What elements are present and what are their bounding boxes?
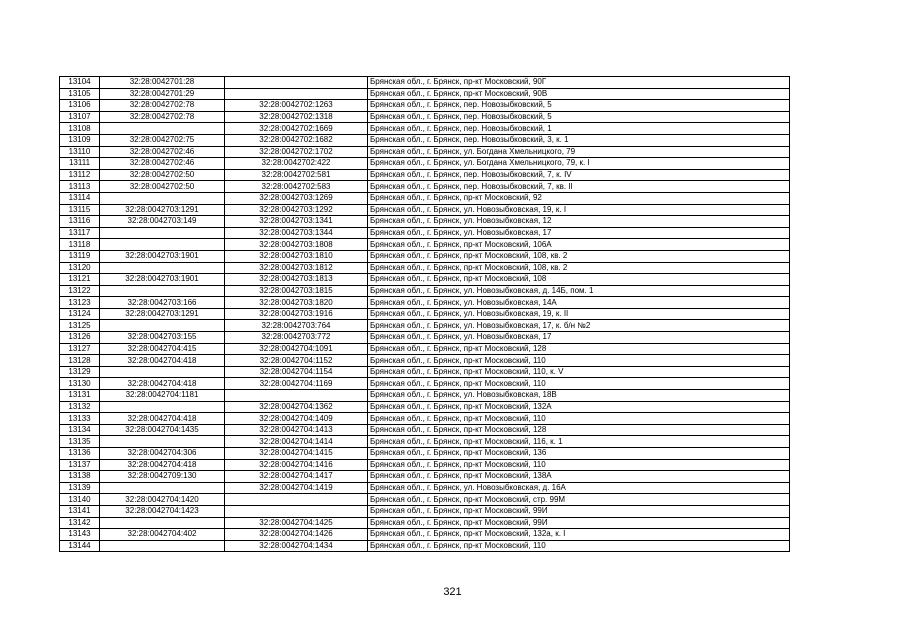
address-cell: Брянская обл., г. Брянск, пр-кт Московский, 128 (368, 343, 790, 355)
cadastral-number-secondary-cell: 32:28:0042704:1362 (225, 401, 368, 413)
cadastral-number-secondary-cell (225, 494, 368, 506)
cadastral-table (59, 76, 790, 552)
cadastral-number-primary-cell (100, 192, 225, 204)
address-cell: Брянская обл., г. Брянск, пр-кт Московский, 138А (368, 471, 790, 483)
cadastral-number-secondary-cell: 32:28:0042703:1292 (225, 204, 368, 216)
row-number-cell: 13111 (60, 158, 100, 170)
cadastral-number-secondary-cell: 32:28:0042702:583 (225, 181, 368, 193)
cadastral-number-primary-cell: 32:28:0042702:50 (100, 181, 225, 193)
row-number-cell: 13142 (60, 517, 100, 529)
address-cell: Брянская обл., г. Брянск, ул. Новозыбковская, 17 (368, 227, 790, 239)
cadastral-number-secondary-cell: 32:28:0042703:764 (225, 320, 368, 332)
row-number-cell: 13123 (60, 297, 100, 309)
address-cell: Брянская обл., г. Брянск, пр-кт Московский, 110, к. V (368, 366, 790, 378)
row-number-cell: 13137 (60, 459, 100, 471)
address-cell: Брянская обл., г. Брянск, пр-кт Московский, 92 (368, 192, 790, 204)
cadastral-number-secondary-cell: 32:28:0042703:1344 (225, 227, 368, 239)
address-cell: Брянская обл., г. Брянск, ул. Новозыбковская, 17 (368, 332, 790, 344)
cadastral-number-primary-cell (100, 285, 225, 297)
row-number-cell: 13122 (60, 285, 100, 297)
row-number-cell: 13106 (60, 100, 100, 112)
address-cell: Брянская обл., г. Брянск, ул. Новозыбковская, 12 (368, 216, 790, 228)
row-number-cell: 13117 (60, 227, 100, 239)
table-row (60, 401, 790, 413)
cadastral-number-primary-cell: 32:28:0042704:418 (100, 459, 225, 471)
table-row (60, 390, 790, 402)
row-number-cell: 13129 (60, 366, 100, 378)
cadastral-number-secondary-cell: 32:28:0042703:1810 (225, 250, 368, 262)
cadastral-number-secondary-cell: 32:28:0042704:1409 (225, 413, 368, 425)
cadastral-number-primary-cell: 32:28:0042702:46 (100, 146, 225, 158)
cadastral-number-primary-cell (100, 123, 225, 135)
cadastral-number-secondary-cell (225, 88, 368, 100)
table-row (60, 355, 790, 367)
address-cell: Брянская обл., г. Брянск, пр-кт Московский, 132А (368, 401, 790, 413)
cadastral-number-secondary-cell: 32:28:0042704:1434 (225, 540, 368, 552)
cadastral-number-primary-cell: 32:28:0042704:1181 (100, 390, 225, 402)
row-number-cell: 13112 (60, 169, 100, 181)
row-number-cell: 13113 (60, 181, 100, 193)
row-number-cell: 13143 (60, 529, 100, 541)
row-number-cell: 13138 (60, 471, 100, 483)
cadastral-number-secondary-cell (225, 505, 368, 517)
address-cell: Брянская обл., г. Брянск, пер. Новозыбковский, 5 (368, 111, 790, 123)
cadastral-number-primary-cell: 32:28:0042704:418 (100, 413, 225, 425)
cadastral-number-primary-cell: 32:28:0042709:130 (100, 471, 225, 483)
table-row (60, 366, 790, 378)
address-cell: Брянская обл., г. Брянск, пер. Новозыбковский, 7, к. IV (368, 169, 790, 181)
cadastral-number-primary-cell: 32:28:0042704:1435 (100, 424, 225, 436)
address-cell: Брянская обл., г. Брянск, ул. Новозыбковская, 19, к. I (368, 204, 790, 216)
row-number-cell: 13133 (60, 413, 100, 425)
cadastral-number-secondary-cell: 32:28:0042704:1413 (225, 424, 368, 436)
address-cell: Брянская обл., г. Брянск, ул. Богдана Хмельницкого, 79 (368, 146, 790, 158)
table-row (60, 123, 790, 135)
cadastral-number-secondary-cell: 32:28:0042703:1916 (225, 308, 368, 320)
address-cell: Брянская обл., г. Брянск, пр-кт Московский, 108, кв. 2 (368, 250, 790, 262)
cadastral-number-primary-cell: 32:28:0042703:1291 (100, 308, 225, 320)
row-number-cell: 13135 (60, 436, 100, 448)
cadastral-number-primary-cell (100, 227, 225, 239)
table-row (60, 343, 790, 355)
address-cell: Брянская обл., г. Брянск, пр-кт Московский, 110 (368, 378, 790, 390)
address-cell: Брянская обл., г. Брянск, пр-кт Московский, 90Г (368, 77, 790, 89)
cadastral-number-primary-cell: 32:28:0042703:1901 (100, 250, 225, 262)
cadastral-number-primary-cell: 32:28:0042703:166 (100, 297, 225, 309)
cadastral-number-primary-cell (100, 540, 225, 552)
table-row (60, 332, 790, 344)
table-row (60, 158, 790, 170)
row-number-cell: 13141 (60, 505, 100, 517)
cadastral-number-secondary-cell: 32:28:0042704:1417 (225, 471, 368, 483)
cadastral-number-primary-cell: 32:28:0042703:149 (100, 216, 225, 228)
address-cell: Брянская обл., г. Брянск, ул. Новозыбковская, д. 16А (368, 482, 790, 494)
cadastral-number-primary-cell: 32:28:0042703:1291 (100, 204, 225, 216)
cadastral-number-primary-cell: 32:28:0042704:1420 (100, 494, 225, 506)
cadastral-number-secondary-cell: 32:28:0042702:1318 (225, 111, 368, 123)
table-row (60, 274, 790, 286)
cadastral-number-primary-cell: 32:28:0042704:415 (100, 343, 225, 355)
row-number-cell: 13104 (60, 77, 100, 89)
row-number-cell: 13136 (60, 448, 100, 460)
address-cell: Брянская обл., г. Брянск, пр-кт Московский, 116, к. 1 (368, 436, 790, 448)
cadastral-number-primary-cell (100, 366, 225, 378)
address-cell: Брянская обл., г. Брянск, пер. Новозыбковский, 5 (368, 100, 790, 112)
table-row (60, 192, 790, 204)
cadastral-number-secondary-cell: 32:28:0042702:1682 (225, 134, 368, 146)
cadastral-number-primary-cell: 32:28:0042704:402 (100, 529, 225, 541)
cadastral-number-secondary-cell (225, 77, 368, 89)
row-number-cell: 13119 (60, 250, 100, 262)
cadastral-number-secondary-cell: 32:28:0042703:1269 (225, 192, 368, 204)
table-row (60, 517, 790, 529)
cadastral-number-primary-cell (100, 517, 225, 529)
cadastral-number-secondary-cell: 32:28:0042703:1808 (225, 239, 368, 251)
cadastral-number-secondary-cell: 32:28:0042703:1812 (225, 262, 368, 274)
table-row (60, 111, 790, 123)
address-cell: Брянская обл., г. Брянск, пр-кт Московский, 108 (368, 274, 790, 286)
cadastral-number-secondary-cell: 32:28:0042704:1419 (225, 482, 368, 494)
cadastral-number-secondary-cell: 32:28:0042704:1091 (225, 343, 368, 355)
address-cell: Брянская обл., г. Брянск, пр-кт Московский, 106А (368, 239, 790, 251)
row-number-cell: 13107 (60, 111, 100, 123)
cadastral-number-secondary-cell: 32:28:0042703:1815 (225, 285, 368, 297)
table-row (60, 250, 790, 262)
cadastral-number-secondary-cell: 32:28:0042704:1425 (225, 517, 368, 529)
address-cell: Брянская обл., г. Брянск, пр-кт Московский, 90В (368, 88, 790, 100)
cadastral-number-primary-cell: 32:28:0042704:418 (100, 355, 225, 367)
table-row (60, 88, 790, 100)
row-number-cell: 13121 (60, 274, 100, 286)
cadastral-table-body (60, 77, 790, 552)
cadastral-number-primary-cell (100, 239, 225, 251)
table-row (60, 459, 790, 471)
row-number-cell: 13115 (60, 204, 100, 216)
address-cell: Брянская обл., г. Брянск, пр-кт Московский, 132а, к. I (368, 529, 790, 541)
cadastral-number-primary-cell: 32:28:0042701:28 (100, 77, 225, 89)
table-row (60, 216, 790, 228)
row-number-cell: 13130 (60, 378, 100, 390)
cadastral-number-secondary-cell: 32:28:0042702:1702 (225, 146, 368, 158)
table-row (60, 169, 790, 181)
cadastral-number-primary-cell: 32:28:0042703:1901 (100, 274, 225, 286)
cadastral-number-secondary-cell: 32:28:0042703:1341 (225, 216, 368, 228)
row-number-cell: 13127 (60, 343, 100, 355)
table-row (60, 100, 790, 112)
table-row (60, 77, 790, 89)
address-cell: Брянская обл., г. Брянск, ул. Новозыбковская, д. 14Б, пом. 1 (368, 285, 790, 297)
cadastral-number-secondary-cell: 32:28:0042704:1169 (225, 378, 368, 390)
address-cell: Брянская обл., г. Брянск, пр-кт Московский, 110 (368, 459, 790, 471)
row-number-cell: 13109 (60, 134, 100, 146)
cadastral-number-primary-cell (100, 482, 225, 494)
cadastral-number-primary-cell (100, 320, 225, 332)
table-row (60, 494, 790, 506)
address-cell: Брянская обл., г. Брянск, пр-кт Московский, 136 (368, 448, 790, 460)
address-cell: Брянская обл., г. Брянск, ул. Новозыбковская, 19, к. II (368, 308, 790, 320)
table-row (60, 262, 790, 274)
address-cell: Брянская обл., г. Брянск, пр-кт Московский, 99И (368, 517, 790, 529)
address-cell: Брянская обл., г. Брянск, пр-кт Московский, 110 (368, 540, 790, 552)
table-row (60, 471, 790, 483)
cadastral-number-primary-cell: 32:28:0042702:46 (100, 158, 225, 170)
cadastral-number-primary-cell: 32:28:0042704:418 (100, 378, 225, 390)
cadastral-number-primary-cell: 32:28:0042702:78 (100, 111, 225, 123)
address-cell: Брянская обл., г. Брянск, ул. Новозыбковская, 18В (368, 390, 790, 402)
address-cell: Брянская обл., г. Брянск, пр-кт Московский, 128 (368, 424, 790, 436)
row-number-cell: 13126 (60, 332, 100, 344)
table-row (60, 448, 790, 460)
cadastral-number-secondary-cell: 32:28:0042702:422 (225, 158, 368, 170)
cadastral-number-secondary-cell: 32:28:0042703:772 (225, 332, 368, 344)
cadastral-number-secondary-cell: 32:28:0042704:1415 (225, 448, 368, 460)
cadastral-number-primary-cell: 32:28:0042703:155 (100, 332, 225, 344)
table-row (60, 181, 790, 193)
cadastral-number-primary-cell: 32:28:0042701:29 (100, 88, 225, 100)
row-number-cell: 13125 (60, 320, 100, 332)
cadastral-number-primary-cell: 32:28:0042702:78 (100, 100, 225, 112)
row-number-cell: 13140 (60, 494, 100, 506)
cadastral-number-secondary-cell: 32:28:0042702:1263 (225, 100, 368, 112)
table-row (60, 540, 790, 552)
table-row (60, 413, 790, 425)
table-row (60, 204, 790, 216)
cadastral-number-primary-cell: 32:28:0042702:75 (100, 134, 225, 146)
cadastral-number-primary-cell: 32:28:0042704:1423 (100, 505, 225, 517)
table-row (60, 285, 790, 297)
cadastral-number-primary-cell (100, 401, 225, 413)
row-number-cell: 13116 (60, 216, 100, 228)
table-row (60, 424, 790, 436)
table-row (60, 505, 790, 517)
table-row (60, 436, 790, 448)
table-row (60, 146, 790, 158)
address-cell: Брянская обл., г. Брянск, пер. Новозыбковский, 3, к. 1 (368, 134, 790, 146)
table-row (60, 308, 790, 320)
address-cell: Брянская обл., г. Брянск, ул. Богдана Хмельницкого, 79, к. I (368, 158, 790, 170)
cadastral-number-secondary-cell: 32:28:0042704:1414 (225, 436, 368, 448)
row-number-cell: 13134 (60, 424, 100, 436)
cadastral-number-secondary-cell: 32:28:0042704:1154 (225, 366, 368, 378)
table-row (60, 297, 790, 309)
row-number-cell: 13110 (60, 146, 100, 158)
table-row (60, 482, 790, 494)
table-row (60, 378, 790, 390)
cadastral-number-secondary-cell: 32:28:0042702:581 (225, 169, 368, 181)
row-number-cell: 13118 (60, 239, 100, 251)
row-number-cell: 13139 (60, 482, 100, 494)
cadastral-number-primary-cell (100, 436, 225, 448)
row-number-cell: 13144 (60, 540, 100, 552)
row-number-cell: 13124 (60, 308, 100, 320)
row-number-cell: 13108 (60, 123, 100, 135)
address-cell: Брянская обл., г. Брянск, пр-кт Московский, 110 (368, 355, 790, 367)
row-number-cell: 13131 (60, 390, 100, 402)
table-row (60, 320, 790, 332)
table-row (60, 529, 790, 541)
page-number: 321 (443, 586, 462, 598)
address-cell: Брянская обл., г. Брянск, пер. Новозыбковский, 7, кв. II (368, 181, 790, 193)
address-cell: Брянская обл., г. Брянск, ул. Новозыбковская, 14А (368, 297, 790, 309)
row-number-cell: 13114 (60, 192, 100, 204)
cadastral-number-primary-cell (100, 262, 225, 274)
cadastral-number-primary-cell: 32:28:0042702:50 (100, 169, 225, 181)
cadastral-number-secondary-cell: 32:28:0042703:1813 (225, 274, 368, 286)
cadastral-number-primary-cell: 32:28:0042704:306 (100, 448, 225, 460)
address-cell: Брянская обл., г. Брянск, пр-кт Московский, стр. 99М (368, 494, 790, 506)
cadastral-number-secondary-cell (225, 390, 368, 402)
row-number-cell: 13132 (60, 401, 100, 413)
cadastral-number-secondary-cell: 32:28:0042703:1820 (225, 297, 368, 309)
row-number-cell: 13105 (60, 88, 100, 100)
cadastral-number-secondary-cell: 32:28:0042702:1669 (225, 123, 368, 135)
address-cell: Брянская обл., г. Брянск, ул. Новозыбковская, 17, к. б/н №2 (368, 320, 790, 332)
table-row (60, 239, 790, 251)
row-number-cell: 13128 (60, 355, 100, 367)
cadastral-number-secondary-cell: 32:28:0042704:1416 (225, 459, 368, 471)
row-number-cell: 13120 (60, 262, 100, 274)
address-cell: Брянская обл., г. Брянск, пр-кт Московский, 99И (368, 505, 790, 517)
address-cell: Брянская обл., г. Брянск, пер. Новозыбковский, 1 (368, 123, 790, 135)
cadastral-number-secondary-cell: 32:28:0042704:1152 (225, 355, 368, 367)
cadastral-number-secondary-cell: 32:28:0042704:1426 (225, 529, 368, 541)
table-row (60, 134, 790, 146)
address-cell: Брянская обл., г. Брянск, пр-кт Московский, 110 (368, 413, 790, 425)
address-cell: Брянская обл., г. Брянск, пр-кт Московский, 108, кв. 2 (368, 262, 790, 274)
table-row (60, 227, 790, 239)
